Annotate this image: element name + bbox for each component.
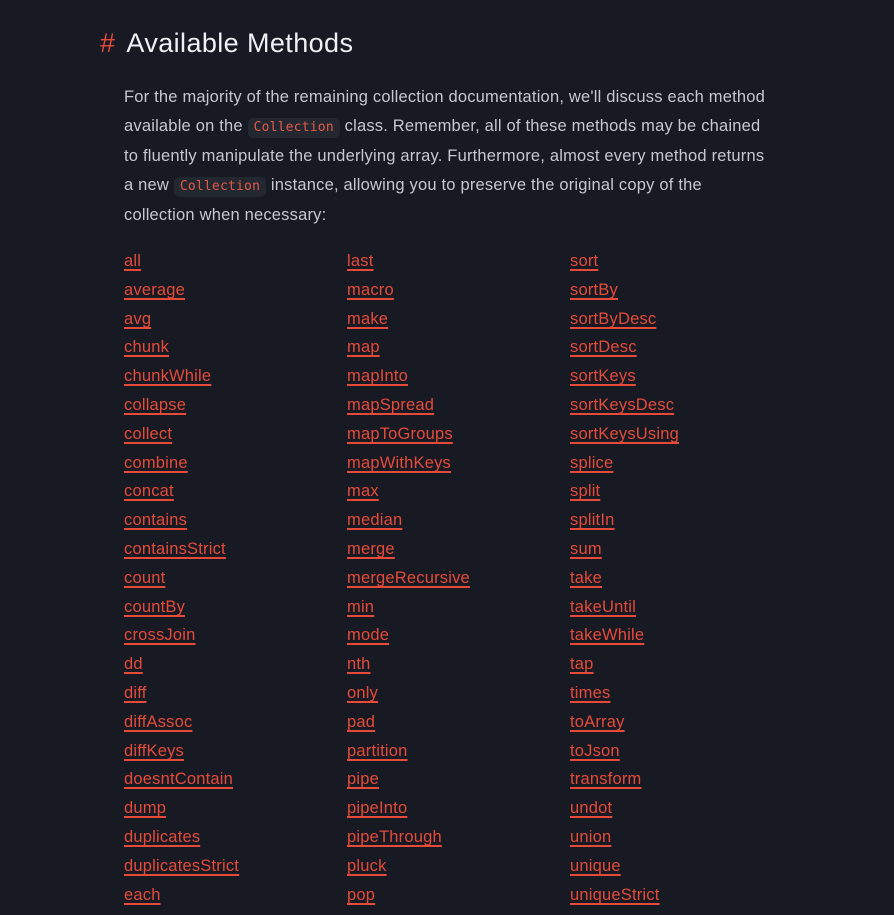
method-link-all[interactable]: all [124,252,142,270]
method-link-sum[interactable]: sum [570,539,602,558]
method-link-pipeThrough[interactable]: pipeThrough [347,827,442,846]
method-link-mapToGroups[interactable]: mapToGroups [347,424,453,443]
method-link-undot[interactable]: undot [570,799,613,818]
methods-column-2 [347,247,570,909]
heading-anchor-link[interactable]: # [100,28,116,58]
method-link-merge[interactable]: merge [347,539,395,558]
method-link-dd[interactable]: dd [124,655,143,674]
method-link-toJson[interactable]: toJson [570,741,620,760]
method-link-duplicatesStrict[interactable]: duplicatesStrict [124,856,240,875]
method-link-uniqueStrict[interactable]: uniqueStrict [570,885,660,904]
method-link-sortByDesc[interactable]: sortByDesc [570,309,657,328]
method-link-last[interactable]: last [347,252,374,270]
method-link-sort[interactable]: sort [570,252,599,270]
method-link-only[interactable]: only [347,683,379,702]
inline-code: Collection [174,177,266,197]
method-link-crossJoin[interactable]: crossJoin [124,626,196,645]
method-link-pluck[interactable]: pluck [347,856,387,875]
method-link-takeUntil[interactable]: takeUntil [570,597,636,616]
method-link-mode[interactable]: mode [347,626,390,645]
method-link-containsStrict[interactable]: containsStrict [124,539,226,558]
method-link-diffAssoc[interactable]: diffAssoc [124,712,193,731]
method-link-median[interactable]: median [347,511,403,530]
method-link-average[interactable]: average [124,280,186,299]
page-title [100,27,894,59]
method-link-duplicates[interactable]: duplicates [124,827,201,846]
method-link-mapInto[interactable]: mapInto [347,367,409,386]
method-link-diff[interactable]: diff [124,683,147,702]
method-link-contains[interactable]: contains [124,511,188,530]
method-link-partition[interactable]: partition [347,741,408,760]
method-link-pop[interactable]: pop [347,885,376,904]
method-link-avg[interactable]: avg [124,309,152,328]
methods-grid [124,247,894,909]
method-link-each[interactable]: each [124,885,161,904]
intro-text: instance, allowing you to preserve the original copy of the collection when necessary: [124,176,702,224]
method-link-transform[interactable]: transform [570,770,642,789]
method-link-collect[interactable]: collect [124,424,173,443]
method-link-chunk[interactable]: chunk [124,338,170,357]
method-link-sortKeysUsing[interactable]: sortKeysUsing [570,424,679,443]
method-link-splitIn[interactable]: splitIn [570,511,615,530]
method-link-toArray[interactable]: toArray [570,712,625,731]
method-link-unique[interactable]: unique [570,856,621,875]
method-link-sortKeys[interactable]: sortKeys [570,367,636,386]
method-link-mapWithKeys[interactable]: mapWithKeys [347,453,451,472]
method-link-concat[interactable]: concat [124,482,174,501]
method-link-take[interactable]: take [570,568,602,587]
intro-text: For the majority of the remaining collection documentation, we'll discuss each method available on the [124,88,766,135]
method-link-dump[interactable]: dump [124,799,167,818]
method-link-mapSpread[interactable]: mapSpread [347,395,435,414]
method-link-make[interactable]: make [347,309,389,328]
method-link-chunkWhile[interactable]: chunkWhile [124,367,212,386]
intro-paragraph [124,83,776,230]
method-link-times[interactable]: times [570,683,611,702]
method-link-pipeInto[interactable]: pipeInto [347,799,408,818]
method-link-macro[interactable]: macro [347,280,394,299]
method-link-collapse[interactable]: collapse [124,395,187,414]
method-link-sortBy[interactable]: sortBy [570,280,618,299]
method-link-pad[interactable]: pad [347,712,376,731]
method-link-sortKeysDesc[interactable]: sortKeysDesc [570,395,675,414]
method-link-max[interactable]: max [347,482,379,501]
method-link-mergeRecursive[interactable]: mergeRecursive [347,568,470,587]
method-link-map[interactable]: map [347,338,380,357]
method-link-nth[interactable]: nth [347,655,371,674]
method-link-union[interactable]: union [570,827,612,846]
intro-text: class. Remember, all of these methods may be chained to fluently manipulate the underlying array. Furthermore, almost every method returns a new [124,117,765,194]
method-link-splice[interactable]: splice [570,453,614,472]
method-link-min[interactable]: min [347,597,375,616]
method-link-combine[interactable]: combine [124,453,188,472]
method-link-takeWhile[interactable]: takeWhile [570,626,645,645]
method-link-tap[interactable]: tap [570,655,594,674]
method-link-count[interactable]: count [124,568,166,587]
inline-code: Collection [248,118,340,138]
method-link-diffKeys[interactable]: diffKeys [124,741,184,760]
methods-column-1 [124,247,347,909]
method-link-pipe[interactable]: pipe [347,770,379,789]
method-link-countBy[interactable]: countBy [124,597,186,616]
method-link-doesntContain[interactable]: doesntContain [124,770,234,789]
methods-column-3 [570,247,679,909]
method-link-split[interactable]: split [570,482,601,501]
page-title-text: Available Methods [126,28,354,58]
method-link-sortDesc[interactable]: sortDesc [570,338,637,357]
